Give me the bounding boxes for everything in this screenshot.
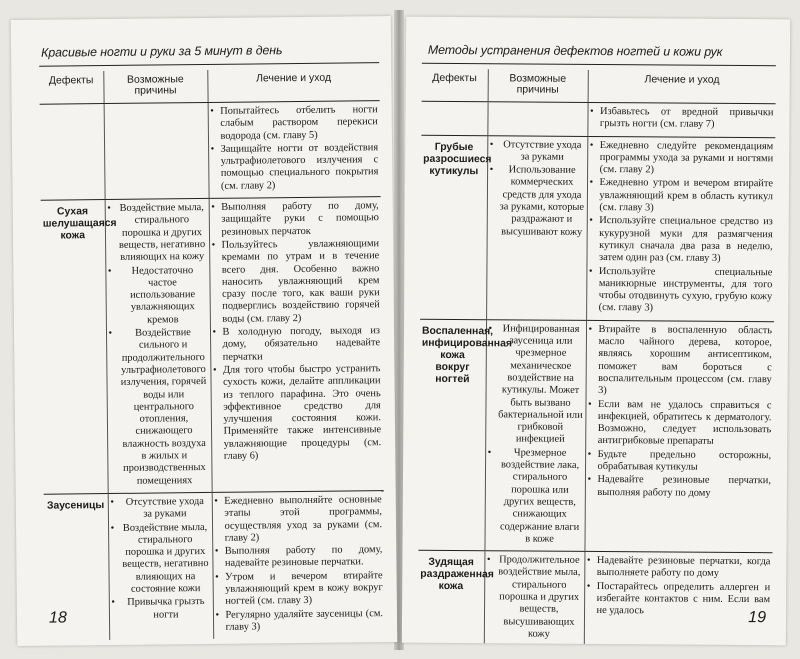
care-item: • В холодную погоду, выходя из дому, обязательно надевайте перчатки: [212, 325, 380, 364]
cause-item: • Инфицированная заусеница или чрезмерное механическое воздействие на кутикулы. Может быть вызвано бактериальной или грибковой инфекцией: [488, 323, 584, 447]
causes-list: [486, 554, 582, 641]
care-cell: [586, 136, 775, 321]
care-item: • Ежедневно выполняйте основные этапы этой программы, осуществляя уход за руками (см. главу 2): [214, 494, 382, 545]
defect-name: [421, 101, 487, 135]
care-item: • Используйте специальные маникюрные инструменты, для того чтобы отодвинуть сухую, грубую кожу (см. главу 3): [589, 266, 773, 316]
care-item: • Постарайтесь определить аллерген и избегайте контактов с ним. Если вам не удалось: [586, 581, 770, 619]
care-item: • Утром и вечером втирайте увлажняющий крем в кожу вокруг ногтей (см. главу 3): [215, 570, 383, 609]
defect-name: [40, 104, 105, 201]
column-header-causes: Возможные причины: [103, 70, 207, 104]
care-item: • Будьте предельно осторожны, обрабатывая кутикулы: [588, 449, 772, 475]
table-header-row: [422, 69, 776, 104]
page-number: 19: [748, 609, 767, 627]
care-item: • Попытайтесь отбелить ногти слабым раствором перекиси водорода (см. главу 5): [210, 104, 378, 143]
column-header-defects: Дефекты: [422, 69, 488, 102]
table-body: [40, 101, 386, 641]
care-item: • Выполняя работу по дому, надевайте резиновые перчатки.: [215, 544, 383, 570]
table-row: [420, 135, 775, 322]
care-item: • Регулярно удаляйте заусеницы (см. главу 3): [215, 608, 383, 634]
causes-cell: [105, 199, 212, 494]
table-row: [421, 101, 775, 137]
care-item: • Для того чтобы быстро устранить сухость кожи, делайте аппликации из теплого парафина. Это очень эффективное средство для улучшения состояния кожи. Применяйте также интенсивные увлажняющие процедуры (см. главу 6): [213, 363, 382, 463]
care-item: • Втирайте в воспаленную область масло чайного дерева, которое, являясь хорошим антисептиком, поможет вам бороться с воспалительным процессом (см. главу 3): [588, 324, 772, 399]
table-body: [418, 101, 776, 645]
column-header-causes: Возможные причины: [488, 69, 588, 102]
cause-item: • Чрезмерное воздействие лака, стирального порошка или других веществ, снижающих содержание влаги в коже: [487, 447, 583, 546]
care-cell: [584, 320, 774, 553]
table-row: [44, 491, 386, 641]
table-row: [418, 319, 774, 553]
cause-item: • Воздействие сильного и продолжительного ультрафиолетового излучения, горячей воды или центрального отопления, снижающего влажность воздуха в жилых и производственных помещениях: [108, 327, 209, 488]
care-list: [211, 200, 381, 463]
care-list: [214, 494, 383, 634]
defect-name: Зудящая раздраженная кожа: [420, 556, 494, 593]
header-rule: [422, 63, 776, 66]
defect-name: Грубые разросшиеся кутикулы: [420, 135, 487, 320]
care-cell: [587, 102, 775, 137]
running-head: Методы устранения дефектов ногтей и кожи рук: [427, 42, 723, 59]
causes-list: [487, 323, 584, 546]
causes-list: [489, 139, 585, 239]
care-item: • Используйте специальное средство из кукурузной муки для размягчения кутикул сначала два раза в неделю, затем один раз (см. главу 3): [589, 215, 773, 265]
causes-cell: [104, 102, 209, 199]
cause-item: • Воздействие мыла, стирального порошка и других веществ, негативно влияющих на состояние кожи: [111, 521, 211, 596]
care-cell: [209, 197, 384, 493]
care-cell: [584, 552, 773, 646]
cause-item: • Привычка грызть ногти: [111, 596, 210, 622]
column-header-care: Лечение и уход: [207, 68, 379, 102]
care-list: [589, 140, 774, 316]
care-cell: [208, 101, 381, 199]
column-header-defects: Дефекты: [39, 71, 103, 104]
right-page: [402, 17, 790, 646]
causes-cell: [486, 135, 587, 320]
care-item: • Ежедневно следуйте рекомендациям программы ухода за руками и ногтями (см. главу 2): [590, 140, 774, 178]
causes-list: [106, 106, 205, 107]
table-row: [41, 197, 384, 494]
defect-name: Воспаленная, инфицированная кожа вокруг ногтей: [418, 319, 486, 551]
table-header-row: [39, 68, 379, 104]
causes-list: [110, 496, 210, 622]
header-rule: [39, 62, 379, 67]
care-cell: [212, 491, 386, 640]
causes-list: [107, 202, 209, 488]
care-item: • Ежедневно утром и вечером втирайте увлажняющий крем в область кутикул (см. главу 3): [589, 177, 773, 215]
care-list: [210, 104, 378, 193]
care-item: • Надевайте резиновые перчатки, выполняя работу по дому: [587, 474, 771, 500]
defects-table: [39, 68, 385, 641]
page-number: 18: [48, 609, 67, 627]
cause-item: • Отсутствие ухода за руками: [490, 139, 585, 164]
left-page: [11, 16, 398, 646]
cause-item: • Недостаточно частое использование увлажняющих кремов: [108, 265, 208, 328]
table-row: [40, 101, 381, 201]
care-item: • Выполняя работу по дому, защищайте руки с помощью резиновых перчаток: [211, 200, 379, 239]
cause-item: • Воздействие мыла, стирального порошка и других веществ, негативно влияющих на кожу: [107, 202, 207, 265]
table-row: [418, 550, 773, 645]
column-header-care: Лечение и уход: [588, 70, 776, 104]
care-item: • Если вам не удалось справиться с инфекцией, обратитесь к дерматологу. Возможно, следует использовать антигрибковые препараты: [588, 398, 772, 448]
care-list: [586, 555, 770, 619]
causes-cell: [108, 492, 214, 640]
cause-item: • Отсутствие ухода за руками: [110, 496, 209, 522]
causes-cell: [484, 551, 585, 646]
care-list: [587, 324, 772, 500]
care-list: [590, 106, 774, 132]
causes-cell: [487, 102, 587, 136]
defect-name: Сухая шелушащаяся кожа: [41, 200, 108, 494]
causes-list: [490, 105, 585, 106]
causes-cell: [484, 319, 586, 551]
defect-name: Заусеницы: [46, 499, 105, 512]
care-item: • Пользуйтесь увлажняющими кремами по утрам и в течение всего дня. Особенно важно наносить увлажняющий крем сразу после того, как ваши руки подверглись воздействию горячей воды (см. главу 2): [212, 238, 380, 326]
cause-item: • Использование коммерческих средств для ухода за руками, которые раздражают и высушивают кожу: [489, 164, 585, 238]
running-head: Красивые ногти и руки за 5 минут в день: [41, 43, 283, 60]
defects-table: [418, 69, 776, 646]
care-item: • Защищайте ногти от воздействия ультрафиолетового излучения с помощью специального покрытия (см. главу 2): [211, 142, 379, 193]
care-item: • Надевайте резиновые перчатки, когда выполняете работу по дому: [587, 555, 771, 581]
care-item: • Избавьтесь от вредной привычки грызть ногти (см. главу 7): [590, 106, 774, 132]
cause-item: • Продолжительное воздействие мыла, стирального порошка и других веществ, высушивающих кожу: [486, 554, 582, 641]
